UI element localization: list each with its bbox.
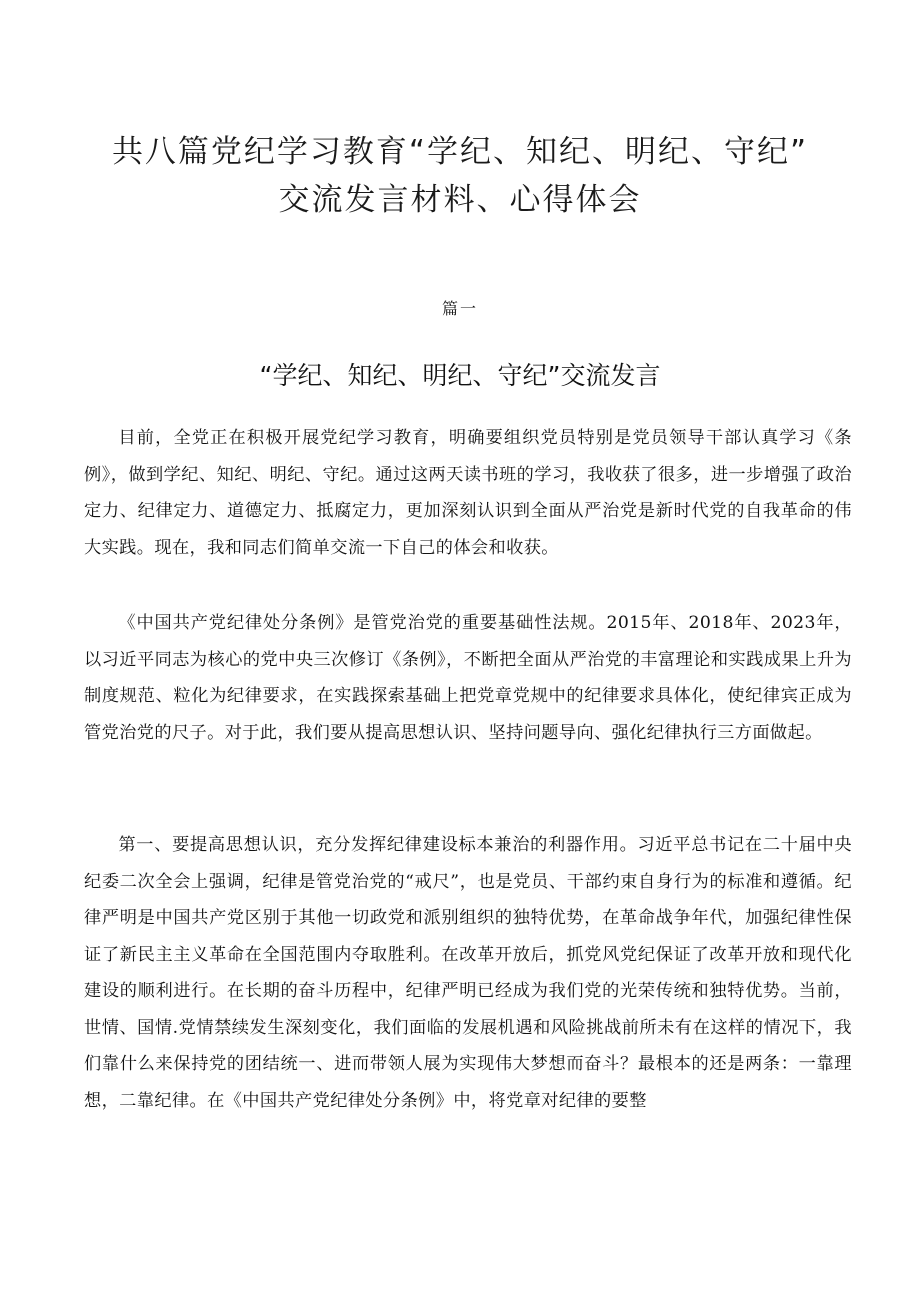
- document-title-line-2: 交流发言材料、心得体会: [278, 182, 642, 218]
- paragraph-1: 目前，全党正在积极开展党纪学习教育，明确要组织党员特别是党员领导干部认真学习《条例》，做到学纪、知纪、明纪、守纪。通过这两天读书班的学习，我收获了很多，进一步增强了政治定力、纪律定力、道德定力、抵腐定力，更加深刻认识到全面从严治党是新时代党的自我革命的伟大实践。现在，我和同志们简单交流一下自己的体会和收获。: [84, 428, 852, 558]
- section-heading: “学纪、知纪、明纪、守纪”交流发言: [259, 361, 661, 390]
- paragraph-2: 《中国共产党纪律处分条例》是管党治党的重要基础性法规。2015年、2018年、2023年，以习近平同志为核心的党中央三次修订《条例》，不断把全面从严治党的丰富理论和实践成果上升为制度规范、粒化为纪律要求，在实践探索基础上把党章党规中的纪律要求具体化，使纪律宾正成为管党治党的尺子。对于此，我们要从提高思想认识、坚持问题导向、强化纪律执行三方面做起。: [84, 613, 852, 743]
- paragraph-3: 第一、要提高思想认识，充分发挥纪律建设标本兼治的利器作用。习近平总书记在二十届中央纪委二次全会上强调，纪律是管党治党的“戒尺”，也是党员、干部约束自身行为的标准和遵循。纪律严明是中国共产党区别于其他一切政党和派别组织的独特优势，在革命战争年代，加强纪律性保证了新民主主义革命在全国范围内夺取胜利。在改革开放后，抓党风党纪保证了改革开放和现代化建设的顺利进行。在长期的奋斗历程中，纪律严明已经成为我们党的光荣传统和独特优势。当前，世情、国情.党情禁续发生深刻变化，我们面临的发展机遇和风险挑战前所未有在这样的情况下，我们靠什么来保持党的团结统一、进而带领人展为实现伟大梦想而奋斗？最根本的还是两条：一靠理想，二靠纪律。在《中国共产党纪律处分条例》中，将党章对纪律的要整: [84, 835, 852, 1111]
- section-label: 篇一: [441, 299, 478, 318]
- document-title-line-1: 共八篇党纪学习教育“学纪、知纪、明纪、守纪”: [111, 134, 809, 170]
